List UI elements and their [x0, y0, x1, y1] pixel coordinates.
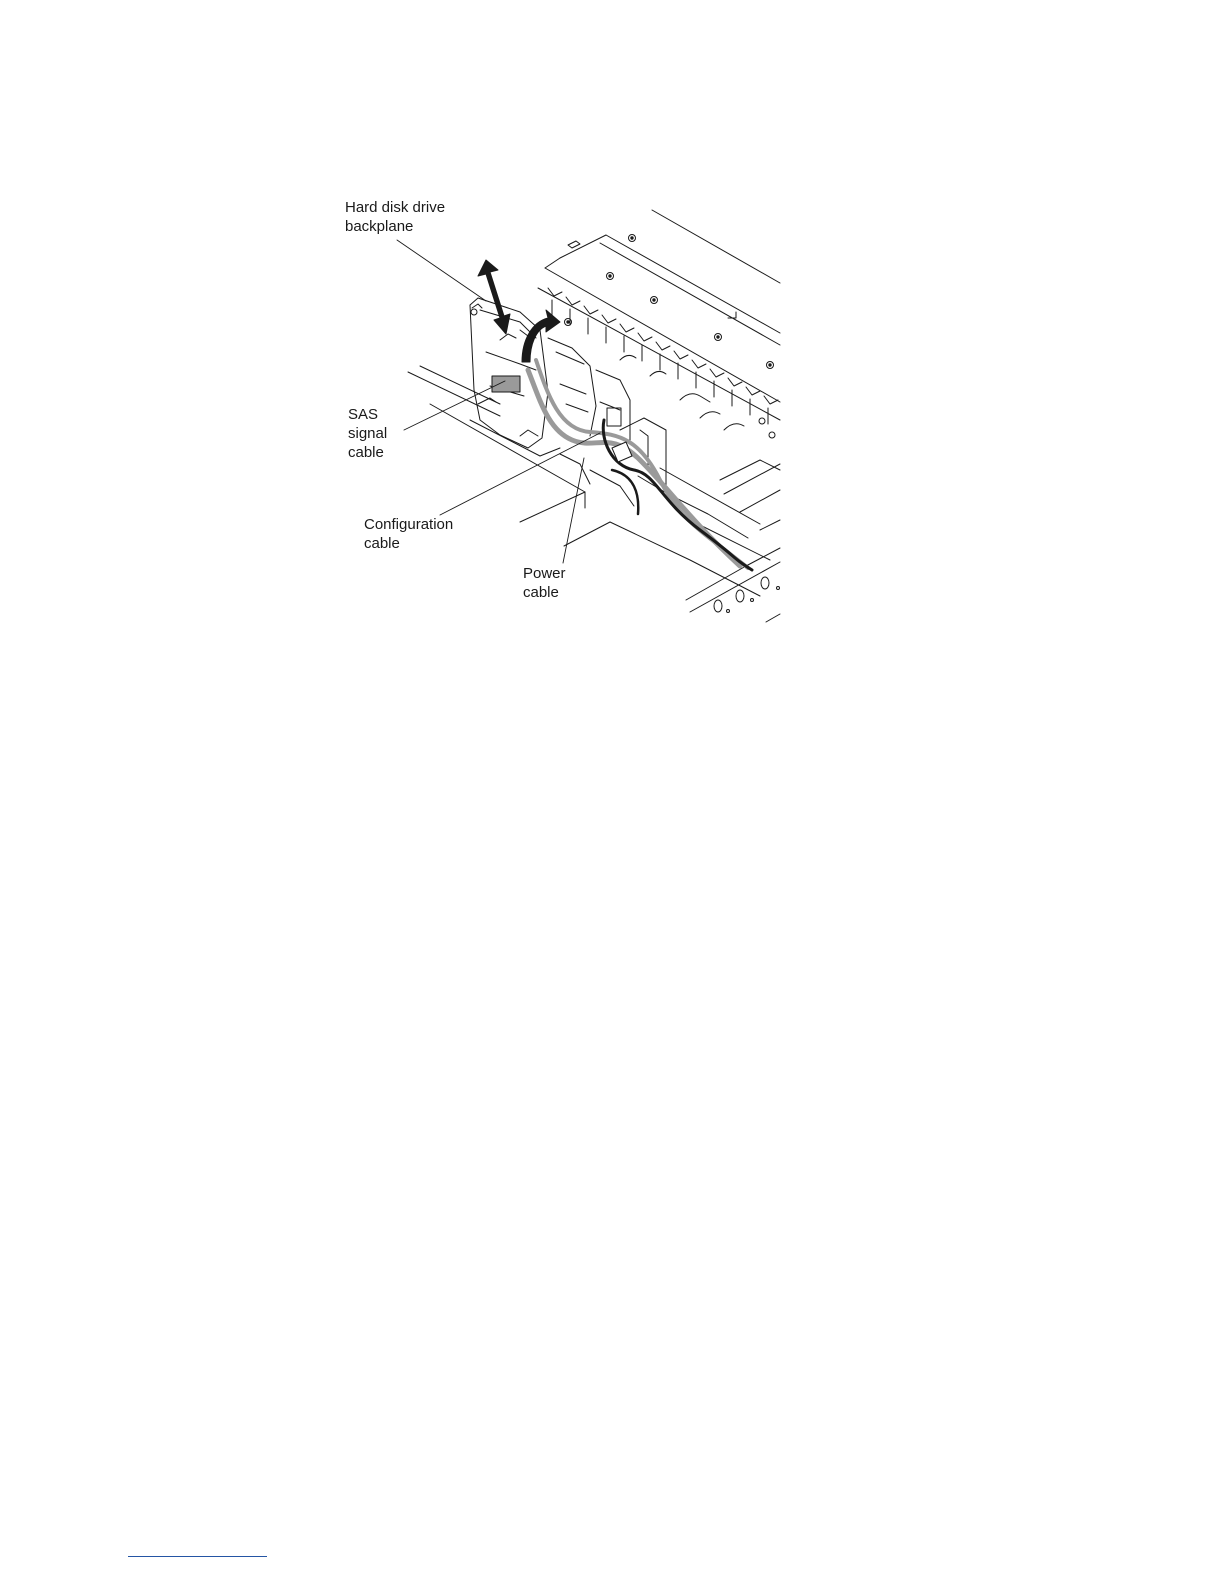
- footnote-divider: [128, 1556, 267, 1557]
- cable-bundle: [528, 360, 752, 570]
- callout-sas-line3: cable: [348, 444, 384, 461]
- leader-sas: [404, 381, 505, 430]
- callout-config-line2: cable: [364, 535, 400, 552]
- callout-sas-signal-cable: [348, 405, 387, 462]
- callout-hard-disk-drive-backplane: [345, 198, 445, 236]
- callout-power-line1: Power: [523, 565, 566, 582]
- callout-sas-line1: SAS: [348, 406, 379, 423]
- callout-power-line2: cable: [523, 584, 559, 601]
- callout-configuration-cable: [364, 515, 453, 553]
- callout-backplane-line1: Hard disk drive: [345, 199, 446, 216]
- leader-power: [563, 458, 584, 563]
- lift-arrow-icon: [478, 260, 510, 334]
- callout-sas-line2: signal: [348, 425, 388, 442]
- chassis-floor: [408, 366, 780, 622]
- leader-backplane: [397, 240, 486, 301]
- panel-holes: [714, 577, 780, 613]
- callout-config-line1: Configuration: [364, 516, 454, 533]
- callout-backplane-line2: backplane: [345, 218, 414, 235]
- callout-power-cable: [523, 564, 566, 602]
- chassis-outline: [538, 210, 780, 420]
- removal-arrows: [478, 260, 560, 362]
